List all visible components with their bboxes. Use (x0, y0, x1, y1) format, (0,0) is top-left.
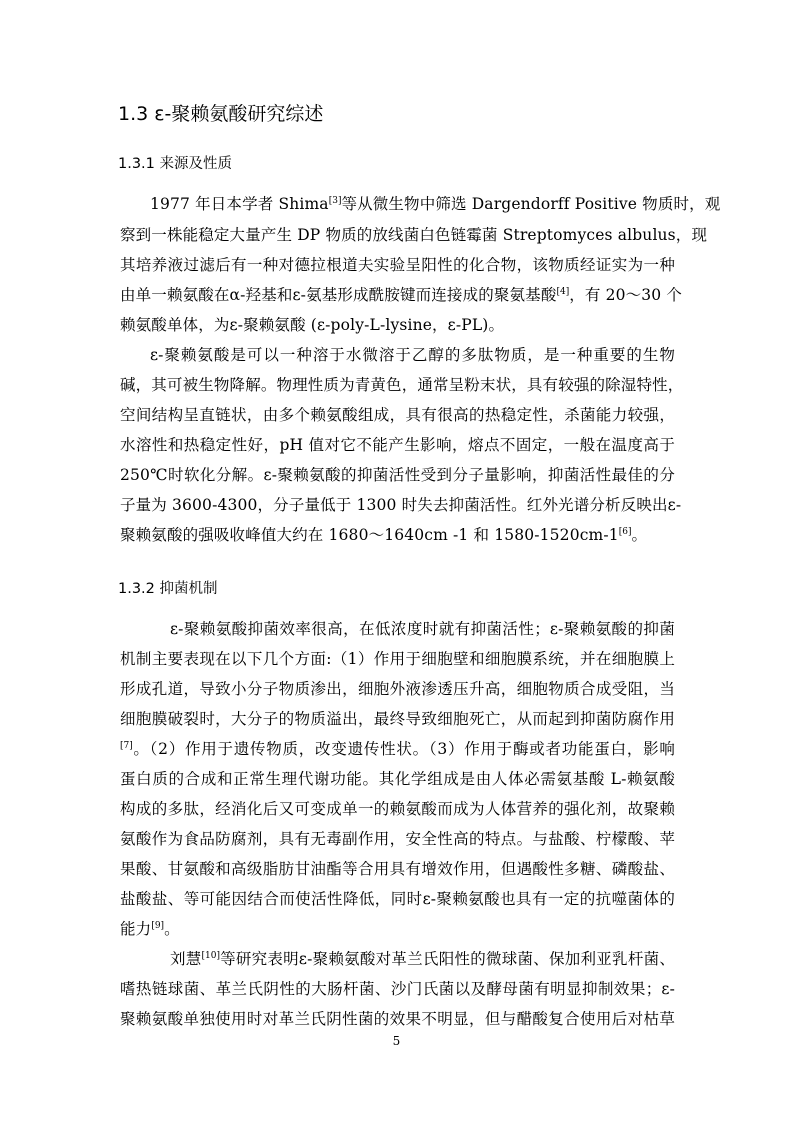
subsection-heading-source-properties: 1.3.1 来源及性质 (118, 156, 233, 172)
citation-ref: [10] (201, 951, 221, 961)
paragraph-line: 细胞膜破裂时，大分子的物质溢出，最终导致细胞死亡，从而起到抑菌防腐作用 (120, 710, 675, 728)
page-number: 5 (392, 1034, 401, 1048)
citation-ref: [9] (151, 921, 165, 931)
paragraph-line: 机制主要表现在以下几个方面:（1）作用于细胞壁和细胞膜系统，并在细胞膜上 (120, 650, 675, 668)
paragraph-line: 水溶性和热稳定性好，pH 值对它不能产生影响，熔点不固定，一般在温度高于 (120, 436, 675, 454)
paragraph-line: 果酸、甘氨酸和高级脂肪甘油酯等合用具有增效作用，但遇酸性多糖、磷酸盐、 (120, 860, 675, 878)
paragraph-line: 1977 年日本学者 Shima[3]等从微生物中筛选 Dargendorff Positive 物质时，观 (150, 195, 721, 213)
paragraph-line: ε-聚赖氨酸抑菌效率很高，在低浓度时就有抑菌活性；ε-聚赖氨酸的抑菌 (170, 620, 675, 638)
paragraph-line: 盐酸盐、等可能因结合而使活性降低，同时ε-聚赖氨酸也具有一定的抗噬菌体的 (120, 890, 675, 908)
paragraph-line: 聚赖氨酸单独使用时对革兰氏阴性菌的效果不明显，但与醋酸复合使用后对枯草 (120, 1010, 675, 1028)
paragraph-line: 蛋白质的合成和正常生理代谢功能。其化学组成是由人体必需氨基酸 L-赖氨酸 (120, 770, 675, 788)
paragraph-line: 嗜热链球菌、革兰氏阴性的大肠杆菌、沙门氏菌以及酵母菌有明显抑制效果；ε- (120, 980, 675, 998)
paragraph-line: 赖氨酸单体，为ε-聚赖氨酸 (ε-poly-L-lysine，ε-PL)。 (120, 316, 505, 334)
paragraph-line: 能力[9]。 (120, 920, 180, 938)
paragraph-line: 其培养液过滤后有一种对德拉根道夫实验呈阳性的化合物，该物质经证实为一种 (120, 256, 675, 274)
citation-ref: [6] (618, 527, 632, 537)
citation-ref: [7] (120, 741, 133, 751)
paragraph-line: 碱，其可被生物降解。物理性质为青黄色，通常呈粉末状，具有较强的除湿特性， (120, 376, 684, 394)
paragraph-line: 子量为 3600-4300，分子量低于 1300 时失去抑菌活性。红外光谱分析反映出ε- (120, 496, 682, 514)
section-heading: 1.3 ε-聚赖氨酸研究综述 (118, 103, 324, 125)
paragraph-line: [7]。（2）作用于遗传物质，改变遗传性状。（3）作用于酶或者功能蛋白，影响 (120, 740, 675, 758)
paragraph-line: 察到一株能稳定大量产生 DP 物质的放线菌白色链霉菌 Streptomyces albulus，现 (120, 226, 708, 244)
paragraph-line: 氨酸作为食品防腐剂，具有无毒副作用，安全性高的特点。与盐酸、柠檬酸、苹 (120, 830, 675, 848)
paragraph-line: 形成孔道，导致小分子物质渗出，细胞外液渗透压升高，细胞物质合成受阻，当 (120, 680, 675, 698)
paragraph-line: 聚赖氨酸的强吸收峰值大约在 1680～1640cm -1 和 1580-1520cm-1[6]。 (120, 526, 648, 544)
citation-ref: [3] (328, 196, 342, 206)
paragraph-line: 构成的多肽，经消化后又可变成单一的赖氨酸而成为人体营养的强化剂，故聚赖 (120, 800, 675, 818)
subsection-heading-mechanism: 1.3.2 抑菌机制 (118, 581, 218, 597)
paragraph-line: ε-聚赖氨酸是可以一种溶于水微溶于乙醇的多肽物质，是一种重要的生物 (150, 346, 675, 364)
citation-ref: [4] (556, 287, 570, 297)
paragraph-line: 250℃时软化分解。ε-聚赖氨酸的抑菌活性受到分子量影响，抑菌活性最佳的分 (120, 466, 675, 484)
paragraph-line: 刘慧[10]等研究表明ε-聚赖氨酸对革兰氏阳性的微球菌、保加利亚乳杆菌、 (170, 950, 675, 968)
paragraph-line: 由单一赖氨酸在α-羟基和ε-氨基形成酰胺键而连接成的聚氨基酸[4]，有 20～30 个 (120, 286, 683, 304)
paragraph-line: 空间结构呈直链状，由多个赖氨酸组成，具有很高的热稳定性，杀菌能力较强， (120, 406, 675, 424)
